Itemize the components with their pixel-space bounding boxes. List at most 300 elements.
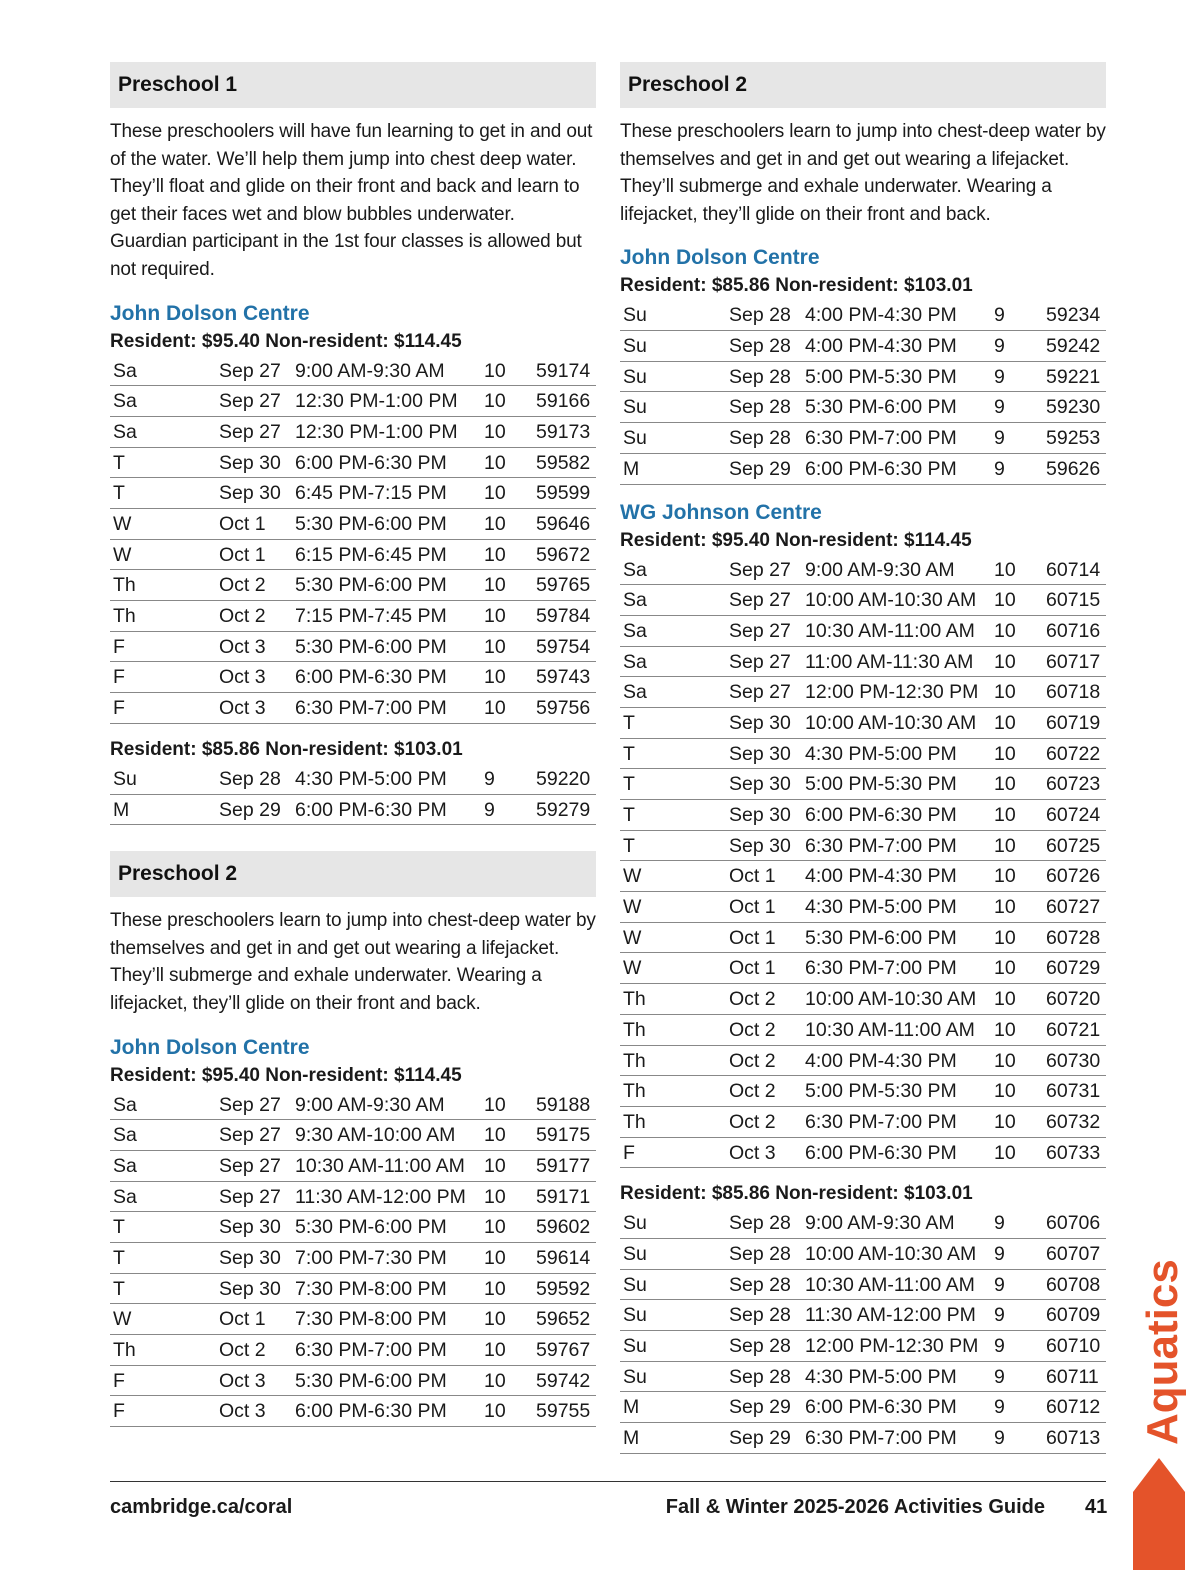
- table-row: [620, 1362, 1106, 1393]
- day-cell: Su: [623, 396, 647, 419]
- time-cell: 11:30 AM-12:00 PM: [805, 1304, 976, 1327]
- classes-cell: 10: [484, 1216, 506, 1239]
- course-code-cell[interactable]: 59175: [536, 1124, 591, 1147]
- table-row: [620, 616, 1106, 647]
- course-code-cell[interactable]: 59177: [536, 1154, 591, 1177]
- right-column: [620, 62, 1106, 1454]
- course-code-cell[interactable]: 60730: [1046, 1049, 1101, 1072]
- day-cell: T: [113, 1277, 125, 1300]
- day-cell: F: [113, 1400, 125, 1423]
- classes-cell: 10: [994, 865, 1016, 888]
- table-row: [620, 454, 1106, 485]
- course-code-cell[interactable]: 60706: [1046, 1212, 1101, 1235]
- time-cell: 6:30 PM-7:00 PM: [805, 1427, 957, 1450]
- classes-cell: 10: [484, 697, 506, 720]
- section-description: These preschoolers learn to jump into chest-deep water by themselves and get in and get out wearing a lifejacket. They’ll submerge and exhale underwater. Wearing a lifejacket, they’ll glide on their front and back.: [620, 121, 1106, 225]
- time-cell: 10:00 AM-10:30 AM: [805, 711, 977, 734]
- course-code-cell[interactable]: 59253: [1046, 427, 1101, 450]
- table-row: [110, 693, 596, 724]
- date-cell: Sep 28: [729, 304, 791, 327]
- table-row: [110, 1182, 596, 1213]
- table-row: [620, 831, 1106, 862]
- table-row: [110, 795, 596, 826]
- day-cell: T: [623, 804, 635, 826]
- table-row: [620, 1300, 1106, 1331]
- date-cell: Oct 3: [219, 666, 266, 689]
- course-code-cell[interactable]: 59242: [1046, 335, 1101, 358]
- course-code-cell[interactable]: 59626: [1046, 457, 1101, 480]
- date-cell: Sep 28: [729, 1242, 791, 1265]
- side-tab-shape: [1133, 1458, 1185, 1570]
- course-code-cell[interactable]: 60716: [1046, 619, 1101, 642]
- course-code-cell[interactable]: 60733: [1046, 1141, 1101, 1164]
- date-cell: Oct 2: [219, 574, 266, 597]
- time-cell: 10:30 AM-11:00 AM: [805, 1273, 975, 1296]
- table-row: [110, 448, 596, 479]
- time-cell: 10:30 AM-11:00 AM: [805, 619, 975, 642]
- day-cell: M: [623, 1427, 640, 1450]
- time-cell: 11:30 AM-12:00 PM: [295, 1185, 466, 1208]
- time-cell: 5:00 PM-5:30 PM: [805, 773, 957, 796]
- side-tab-label: Aquatics: [1138, 1259, 1187, 1445]
- day-cell: W: [623, 896, 642, 919]
- time-cell: 12:30 PM-1:00 PM: [295, 390, 458, 413]
- time-cell: 4:30 PM-5:00 PM: [805, 1365, 957, 1388]
- day-cell: T: [623, 711, 635, 734]
- day-cell: Sa: [113, 359, 137, 382]
- classes-cell: 10: [484, 635, 506, 658]
- course-code-cell[interactable]: 60723: [1046, 773, 1101, 796]
- date-cell: Oct 3: [219, 635, 266, 658]
- date-cell: Oct 2: [729, 1018, 776, 1041]
- table-row: [620, 1423, 1106, 1454]
- classes-cell: 9: [994, 1427, 1005, 1450]
- day-cell: Th: [623, 988, 646, 1011]
- classes-cell: 10: [484, 420, 506, 443]
- table-row: [620, 1046, 1106, 1077]
- course-code-cell[interactable]: 60715: [1046, 589, 1101, 612]
- time-cell: 5:30 PM-6:00 PM: [295, 513, 447, 535]
- footer-divider: [110, 1481, 1106, 1482]
- classes-cell: 9: [994, 1242, 1005, 1265]
- course-code-cell[interactable]: 59767: [536, 1339, 591, 1362]
- time-cell: 9:00 AM-9:30 AM: [295, 359, 445, 382]
- day-cell: T: [113, 482, 125, 505]
- classes-cell: 10: [484, 451, 506, 474]
- time-cell: 4:30 PM-5:00 PM: [805, 896, 957, 919]
- centre-name: John Dolson Centre: [110, 301, 310, 325]
- day-cell: F: [113, 697, 125, 720]
- course-code-cell[interactable]: 60722: [1046, 742, 1101, 765]
- table-row: [620, 555, 1106, 586]
- time-cell: 12:30 PM-1:00 PM: [295, 420, 458, 443]
- classes-cell: 10: [994, 926, 1016, 949]
- section-title: Preschool 2: [620, 62, 1106, 108]
- date-cell: Sep 27: [219, 1185, 281, 1208]
- day-cell: Sa: [113, 1124, 137, 1147]
- table-row: [620, 1239, 1106, 1270]
- course-code-cell[interactable]: 59599: [536, 482, 591, 505]
- classes-cell: 10: [484, 1339, 506, 1362]
- time-cell: 5:00 PM-5:30 PM: [805, 365, 957, 388]
- table-row: [620, 953, 1106, 984]
- table-row: [620, 392, 1106, 423]
- date-cell: Sep 30: [219, 1216, 281, 1239]
- classes-cell: 9: [484, 798, 495, 821]
- table-row: [620, 362, 1106, 393]
- course-code-cell[interactable]: 60719: [1046, 711, 1101, 734]
- price-line: Resident: $95.40 Non-resident: $114.45: [110, 330, 462, 352]
- day-cell: M: [623, 1396, 640, 1419]
- table-row: [110, 417, 596, 448]
- time-cell: 5:30 PM-6:00 PM: [295, 1216, 447, 1239]
- table-row: [620, 677, 1106, 708]
- table-row: [620, 1107, 1106, 1138]
- day-cell: W: [113, 513, 132, 535]
- day-cell: W: [623, 957, 642, 980]
- date-cell: Sep 29: [729, 457, 791, 480]
- classes-cell: 9: [994, 457, 1005, 480]
- course-code-cell[interactable]: 59234: [1046, 304, 1101, 327]
- date-cell: Sep 30: [219, 1247, 281, 1269]
- course-code-cell[interactable]: 59784: [536, 605, 591, 628]
- classes-cell: 9: [994, 335, 1005, 358]
- time-cell: 10:30 AM-11:00 AM: [295, 1154, 465, 1177]
- course-code-cell[interactable]: 59230: [1046, 396, 1101, 419]
- time-cell: 6:30 PM-7:00 PM: [805, 427, 957, 450]
- classes-cell: 10: [484, 1247, 506, 1269]
- date-cell: Sep 27: [729, 558, 791, 581]
- classes-cell: 10: [484, 666, 506, 689]
- course-code-cell[interactable]: 59173: [536, 420, 591, 443]
- time-cell: 6:30 PM-7:00 PM: [805, 834, 957, 857]
- table-row: [620, 1015, 1106, 1046]
- classes-cell: 10: [484, 482, 506, 505]
- classes-cell: 10: [994, 988, 1016, 1011]
- date-cell: Sep 30: [729, 773, 791, 796]
- course-code-cell[interactable]: 59742: [536, 1369, 591, 1392]
- date-cell: Sep 29: [729, 1396, 791, 1419]
- time-cell: 9:30 AM-10:00 AM: [295, 1124, 456, 1147]
- time-cell: 7:15 PM-7:45 PM: [295, 605, 447, 628]
- day-cell: F: [113, 635, 125, 658]
- course-code-cell[interactable]: 59166: [536, 390, 591, 413]
- date-cell: Sep 30: [219, 482, 281, 505]
- course-code-cell[interactable]: 59221: [1046, 365, 1101, 388]
- day-cell: Sa: [623, 558, 647, 581]
- table-row: [620, 984, 1106, 1015]
- classes-cell: 10: [994, 773, 1016, 796]
- day-cell: Su: [623, 1304, 647, 1327]
- course-code-cell[interactable]: 59188: [536, 1093, 591, 1116]
- course-code-cell[interactable]: 60708: [1046, 1273, 1101, 1296]
- date-cell: Oct 3: [219, 1369, 266, 1392]
- price-line: Resident: $95.40 Non-resident: $114.45: [620, 529, 972, 551]
- course-code-cell[interactable]: 59582: [536, 451, 591, 474]
- classes-cell: 9: [994, 1273, 1005, 1296]
- date-cell: Sep 28: [729, 1335, 791, 1357]
- course-code-cell[interactable]: 60717: [1046, 650, 1101, 673]
- table-row: [110, 356, 596, 387]
- table-row: [620, 647, 1106, 678]
- day-cell: W: [623, 865, 642, 888]
- group-gap: [110, 724, 596, 736]
- day-cell: W: [623, 926, 642, 949]
- date-cell: Sep 29: [729, 1427, 791, 1450]
- classes-cell: 10: [484, 1369, 506, 1392]
- course-code-cell[interactable]: 60726: [1046, 865, 1101, 888]
- time-cell: 12:00 PM-12:30 PM: [805, 1335, 979, 1357]
- day-cell: Th: [623, 1018, 646, 1041]
- day-cell: T: [113, 1247, 125, 1269]
- section-gap: [110, 825, 596, 851]
- course-code-cell[interactable]: 60724: [1046, 804, 1101, 826]
- date-cell: Oct 1: [729, 896, 776, 919]
- table-row: [110, 570, 596, 601]
- course-code-cell[interactable]: 59614: [536, 1247, 591, 1269]
- time-cell: 6:00 PM-6:30 PM: [805, 1141, 957, 1164]
- schedule-table: [620, 1208, 1106, 1454]
- classes-cell: 9: [994, 396, 1005, 419]
- classes-cell: 9: [994, 1212, 1005, 1235]
- centre-name: John Dolson Centre: [110, 1035, 310, 1059]
- course-code-cell[interactable]: 59171: [536, 1185, 591, 1208]
- classes-cell: 10: [994, 558, 1016, 581]
- time-cell: 9:00 AM-9:30 AM: [805, 1212, 955, 1235]
- date-cell: Oct 3: [219, 697, 266, 720]
- table-row: [110, 386, 596, 417]
- table-row: [110, 632, 596, 663]
- time-cell: 4:30 PM-5:00 PM: [805, 742, 957, 765]
- time-cell: 4:00 PM-4:30 PM: [805, 304, 957, 327]
- classes-cell: 10: [994, 957, 1016, 980]
- classes-cell: 9: [994, 304, 1005, 327]
- classes-cell: 10: [484, 1277, 506, 1300]
- classes-cell: 9: [994, 427, 1005, 450]
- time-cell: 4:30 PM-5:00 PM: [295, 767, 447, 790]
- day-cell: Sa: [623, 650, 647, 673]
- table-row: [110, 1212, 596, 1243]
- time-cell: 10:00 AM-10:30 AM: [805, 589, 977, 612]
- time-cell: 6:00 PM-6:30 PM: [805, 1396, 957, 1419]
- table-row: [110, 540, 596, 571]
- date-cell: Sep 28: [219, 767, 281, 790]
- day-cell: Th: [113, 1339, 136, 1362]
- table-row: [620, 585, 1106, 616]
- table-row: [110, 1090, 596, 1121]
- date-cell: Sep 27: [219, 390, 281, 413]
- classes-cell: 9: [994, 1365, 1005, 1388]
- day-cell: T: [113, 1216, 125, 1239]
- date-cell: Sep 28: [729, 1365, 791, 1388]
- course-code-cell[interactable]: 60712: [1046, 1396, 1101, 1419]
- time-cell: 6:30 PM-7:00 PM: [295, 1339, 447, 1362]
- course-code-cell[interactable]: 60709: [1046, 1304, 1101, 1327]
- course-code-cell[interactable]: 59646: [536, 513, 591, 535]
- course-code-cell[interactable]: 60725: [1046, 834, 1101, 857]
- time-cell: 6:30 PM-7:00 PM: [295, 697, 447, 720]
- course-code-cell[interactable]: 59743: [536, 666, 591, 689]
- table-row: [110, 1396, 596, 1427]
- footer-url[interactable]: cambridge.ca/coral: [110, 1496, 293, 1518]
- time-cell: 5:30 PM-6:00 PM: [295, 574, 447, 597]
- course-code-cell[interactable]: 59672: [536, 543, 591, 566]
- course-code-cell[interactable]: 59220: [536, 767, 591, 790]
- time-cell: 5:30 PM-6:00 PM: [805, 396, 957, 419]
- classes-cell: 9: [994, 365, 1005, 388]
- course-code-cell[interactable]: 60720: [1046, 988, 1101, 1011]
- price-line: Resident: $85.86 Non-resident: $103.01: [110, 738, 463, 760]
- course-code-cell[interactable]: 59754: [536, 635, 591, 658]
- day-cell: Su: [623, 1242, 647, 1265]
- section-description: These preschoolers learn to jump into chest-deep water by themselves and get in and get out wearing a lifejacket. They’ll submerge and exhale underwater. Wearing a lifejacket, they’ll glide on their front and back.: [110, 910, 596, 1014]
- date-cell: Sep 29: [219, 798, 281, 821]
- course-code-cell[interactable]: 60718: [1046, 681, 1101, 704]
- time-cell: 10:00 AM-10:30 AM: [805, 988, 977, 1011]
- course-code-cell[interactable]: 60710: [1046, 1335, 1101, 1357]
- table-row: [110, 1120, 596, 1151]
- classes-cell: 10: [484, 543, 506, 566]
- classes-cell: 10: [994, 1018, 1016, 1041]
- time-cell: 4:00 PM-4:30 PM: [805, 1049, 957, 1072]
- time-cell: 4:00 PM-4:30 PM: [805, 865, 957, 888]
- classes-cell: 10: [994, 650, 1016, 673]
- date-cell: Sep 27: [219, 420, 281, 443]
- course-code-cell[interactable]: 59174: [536, 359, 591, 382]
- date-cell: Oct 2: [729, 1110, 776, 1133]
- date-cell: Sep 28: [729, 1304, 791, 1327]
- classes-cell: 10: [994, 1110, 1016, 1133]
- classes-cell: 10: [484, 1308, 506, 1331]
- schedule-table: [110, 356, 596, 724]
- day-cell: Su: [623, 365, 647, 388]
- course-code-cell[interactable]: 59765: [536, 574, 591, 597]
- price-line: Resident: $85.86 Non-resident: $103.01: [620, 275, 973, 297]
- course-code-cell[interactable]: 60729: [1046, 957, 1101, 980]
- classes-cell: 10: [994, 681, 1016, 704]
- day-cell: Su: [623, 1273, 647, 1296]
- table-row: [620, 1208, 1106, 1239]
- table-row: [620, 861, 1106, 892]
- time-cell: 5:00 PM-5:30 PM: [805, 1080, 957, 1103]
- day-cell: Sa: [113, 1093, 137, 1116]
- course-code-cell[interactable]: 59652: [536, 1308, 591, 1331]
- date-cell: Oct 1: [219, 513, 266, 535]
- date-cell: Sep 30: [219, 451, 281, 474]
- time-cell: 6:00 PM-6:30 PM: [805, 457, 957, 480]
- classes-cell: 10: [484, 1124, 506, 1147]
- classes-cell: 10: [484, 1093, 506, 1116]
- table-row: [620, 331, 1106, 362]
- day-cell: Th: [623, 1049, 646, 1072]
- course-code-cell[interactable]: 60727: [1046, 896, 1101, 919]
- table-row: [620, 739, 1106, 770]
- group-gap: [620, 1168, 1106, 1180]
- table-row: [620, 1138, 1106, 1169]
- day-cell: Sa: [113, 1185, 137, 1208]
- course-code-cell[interactable]: 59592: [536, 1277, 591, 1300]
- date-cell: Sep 30: [219, 1277, 281, 1300]
- classes-cell: 10: [994, 742, 1016, 765]
- date-cell: Sep 27: [729, 681, 791, 704]
- table-row: [620, 1331, 1106, 1362]
- section-description: These preschoolers will have fun learning to get in and out of the water. We’ll help them jump into chest deep water. They’ll float and glide on their front and back and learn to get their faces wet and blow bubbles underwater. Guardian participant in the 1st four classes is allowed but not required.: [110, 121, 593, 280]
- table-row: [110, 1366, 596, 1397]
- time-cell: 7:00 PM-7:30 PM: [295, 1247, 447, 1269]
- day-cell: F: [113, 1369, 125, 1392]
- time-cell: 6:00 PM-6:30 PM: [805, 804, 957, 826]
- course-code-cell[interactable]: 60711: [1046, 1365, 1099, 1388]
- course-code-cell[interactable]: 60714: [1046, 558, 1101, 581]
- table-row: [110, 764, 596, 795]
- table-row: [110, 478, 596, 509]
- time-cell: 7:30 PM-8:00 PM: [295, 1308, 447, 1331]
- time-cell: 6:00 PM-6:30 PM: [295, 666, 447, 689]
- classes-cell: 10: [994, 834, 1016, 857]
- section-title: Preschool 2: [110, 851, 596, 897]
- table-row: [620, 769, 1106, 800]
- price-line: Resident: $95.40 Non-resident: $114.45: [110, 1064, 462, 1086]
- course-code-cell[interactable]: 59756: [536, 697, 591, 720]
- date-cell: Sep 27: [729, 619, 791, 642]
- classes-cell: 10: [484, 390, 506, 413]
- classes-cell: 10: [484, 1185, 506, 1208]
- course-code-cell[interactable]: 60732: [1046, 1110, 1101, 1133]
- date-cell: Oct 1: [219, 543, 266, 566]
- date-cell: Oct 2: [729, 1080, 776, 1103]
- table-row: [110, 1304, 596, 1335]
- time-cell: 10:30 AM-11:00 AM: [805, 1018, 975, 1041]
- course-code-cell[interactable]: 60713: [1046, 1427, 1101, 1450]
- course-code-cell[interactable]: 59602: [536, 1216, 591, 1239]
- time-cell: 6:00 PM-6:30 PM: [295, 798, 447, 821]
- time-cell: 6:30 PM-7:00 PM: [805, 1110, 957, 1133]
- course-code-cell[interactable]: 60731: [1046, 1080, 1101, 1103]
- date-cell: Oct 1: [219, 1308, 266, 1331]
- table-row: [110, 1274, 596, 1305]
- table-row: [620, 300, 1106, 331]
- course-code-cell[interactable]: 59755: [536, 1400, 591, 1423]
- date-cell: Sep 28: [729, 396, 791, 419]
- day-cell: F: [623, 1141, 635, 1164]
- day-cell: Sa: [113, 420, 137, 443]
- day-cell: Th: [113, 574, 136, 597]
- time-cell: 9:00 AM-9:30 AM: [295, 1093, 445, 1116]
- course-code-cell[interactable]: 60721: [1046, 1018, 1101, 1041]
- date-cell: Oct 3: [729, 1141, 776, 1164]
- classes-cell: 10: [994, 589, 1016, 612]
- day-cell: Su: [623, 1335, 647, 1357]
- table-row: [620, 923, 1106, 954]
- table-row: [110, 601, 596, 632]
- course-code-cell[interactable]: 60707: [1046, 1242, 1101, 1265]
- price-line: Resident: $85.86 Non-resident: $103.01: [620, 1183, 973, 1205]
- table-row: [620, 708, 1106, 739]
- date-cell: Oct 1: [729, 926, 776, 949]
- course-code-cell[interactable]: 59279: [536, 798, 591, 821]
- classes-cell: 10: [484, 359, 506, 382]
- classes-cell: 10: [484, 605, 506, 628]
- table-row: [620, 1270, 1106, 1301]
- day-cell: Su: [623, 1365, 647, 1388]
- date-cell: Oct 3: [219, 1400, 266, 1423]
- table-row: [110, 1335, 596, 1366]
- date-cell: Sep 27: [729, 650, 791, 673]
- classes-cell: 10: [994, 1141, 1016, 1164]
- classes-cell: 10: [484, 574, 506, 597]
- course-code-cell[interactable]: 60728: [1046, 926, 1101, 949]
- date-cell: Sep 27: [219, 1124, 281, 1147]
